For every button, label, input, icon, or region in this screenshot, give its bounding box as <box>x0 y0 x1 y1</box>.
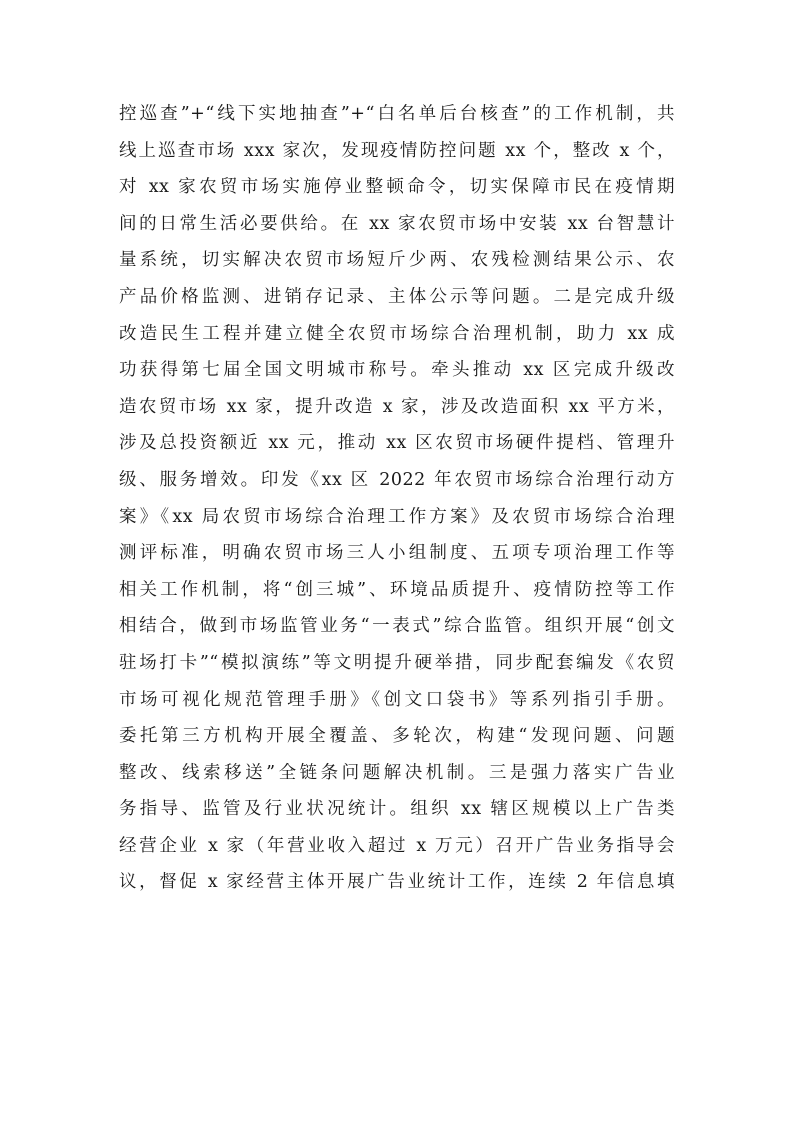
text-line: 造农贸市场 xx 家，提升改造 x 家，涉及改造面积 xx 平方米， <box>119 396 675 417</box>
text-line: 案》《xx 局农贸市场综合治理工作方案》及农贸市场综合治理 <box>119 506 675 527</box>
text-line: 务指导、监管及行业状况统计。组织 xx 辖区规模以上广告类 <box>119 799 675 820</box>
text-line: 产品价格监测、进销存记录、主体公示等问题。二是完成升级 <box>119 286 675 307</box>
text-line: 改造民生工程并建立健全农贸市场综合治理机制，助力 xx 成 <box>119 323 675 344</box>
text-line: 量系统，切实解决农贸市场短斤少两、农残检测结果公示、农 <box>119 250 675 271</box>
text-line: 相关工作机制，将“创三城”、环境品质提升、疫情防控等工作 <box>119 579 675 600</box>
text-line: 级、服务增效。印发《xx 区 2022 年农贸市场综合治理行动方 <box>119 469 675 490</box>
text-line: 涉及总投资额近 xx 元，推动 xx 区农贸市场硬件提档、管理升 <box>119 433 675 454</box>
text-line: 线上巡查市场 xxx 家次，发现疫情防控问题 xx 个，整改 x 个， <box>119 140 675 161</box>
text-line: 整改、线索移送”全链条问题解决机制。三是强力落实广告业 <box>119 762 675 783</box>
text-line: 议，督促 x 家经营主体开展广告业统计工作，连续 2 年信息填 <box>119 872 675 893</box>
text-line: 测评标准，明确农贸市场三人小组制度、五项专项治理工作等 <box>119 543 675 564</box>
text-line: 功获得第七届全国文明城市称号。牵头推动 xx 区完成升级改 <box>119 360 675 381</box>
text-line: 委托第三方机构开展全覆盖、多轮次，构建“发现问题、问题 <box>119 726 675 747</box>
text-line: 间的日常生活必要供给。在 xx 家农贸市场中安装 xx 台智慧计 <box>119 213 675 234</box>
text-line: 相结合，做到市场监管业务“一表式”综合监管。组织开展“创文 <box>119 616 675 637</box>
text-line: 市场可视化规范管理手册》《创文口袋书》等系列指引手册。 <box>119 689 675 710</box>
text-line: 驻场打卡”“模拟演练”等文明提升硬举措，同步配套编发《农贸 <box>119 652 675 673</box>
text-line: 控巡查”+“线下实地抽查”+“白名单后台核查”的工作机制，共 <box>119 104 675 124</box>
text-line: 对 xx 家农贸市场实施停业整顿命令，切实保障市民在疫情期 <box>119 177 675 198</box>
text-line: 经营企业 x 家（年营业收入超过 x 万元）召开广告业务指导会 <box>119 835 675 856</box>
body-text <box>119 96 675 901</box>
